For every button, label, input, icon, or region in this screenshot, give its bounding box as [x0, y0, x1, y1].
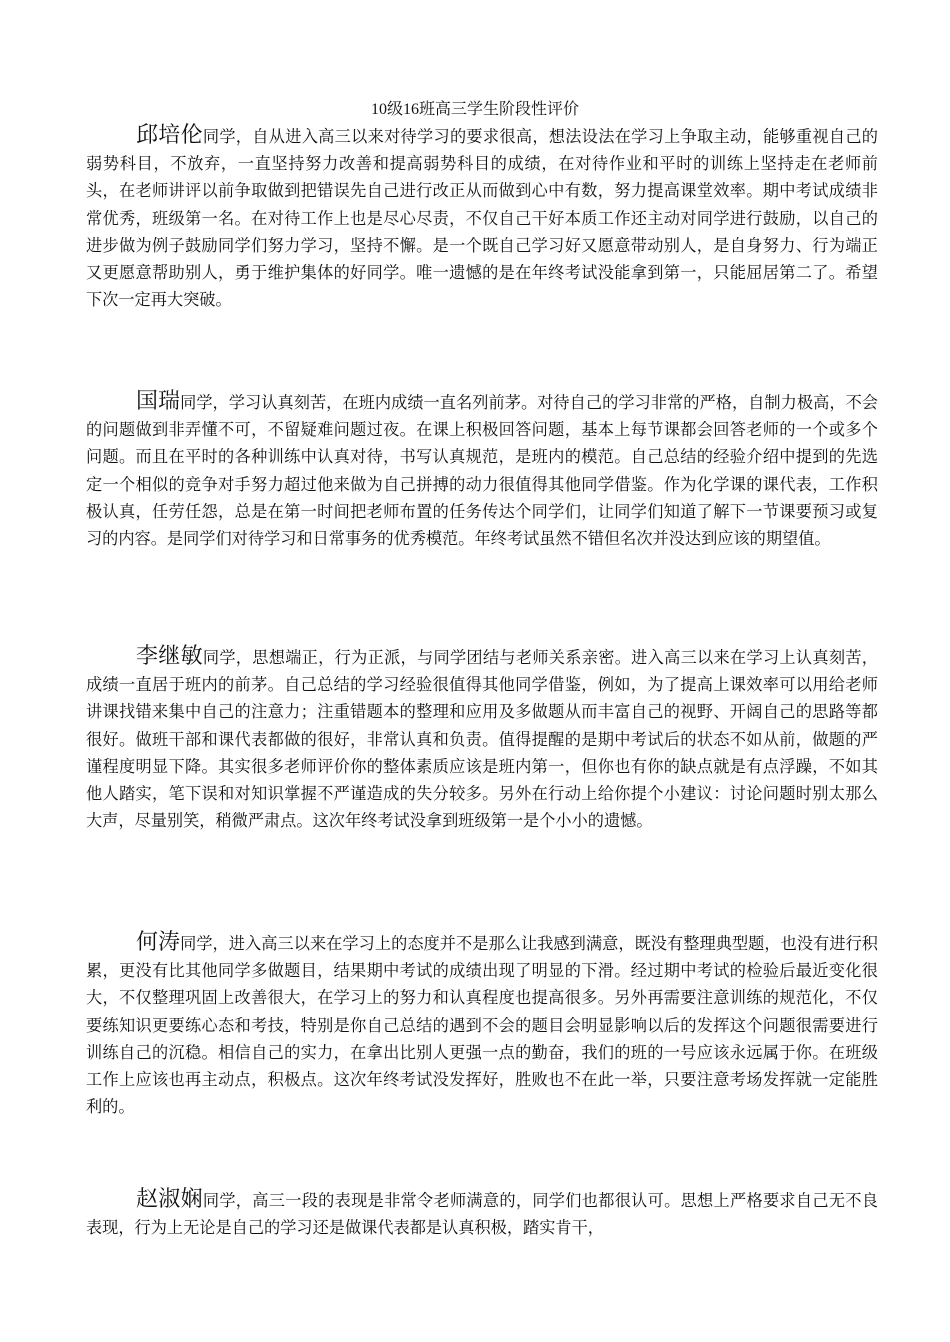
evaluation-text: 同学，学习认真刻苦，在班内成绩一直名列前茅。对待自己的学习非常的严格，自制力极高，不会的问题做到非弄懂不可，不留疑难问题过夜。在课上积极回答问题，基本上每节课都会回答老师的一个或多个问题。而且在平时的各种训练中认真对待，书写认真规范，是班内的模范。自己总结的经验介绍中提到的先选定一个相似的竞争对手努力超过他来做为自己拼搏的动力很值得其他同学借鉴。作为化学课的课代表，工作积极认真，任劳任怨，总是在第一时间把老师布置的任务传达个同学们，让同学们知道了解下一节课要预习或复习的内容。是同学们对待学习和日常事务的优秀模范。年终考试虽然不错但名次并没达到应该的期望值。 [86, 393, 878, 549]
student-name: 何涛 [136, 930, 181, 955]
evaluation-paragraph [86, 388, 878, 552]
student-name: 邱培伦 [136, 123, 203, 148]
evaluation-paragraph [86, 643, 878, 834]
evaluation-paragraph [86, 1186, 878, 1241]
student-name: 国瑞 [136, 389, 181, 414]
document-title: 10级16班高三学生阶段性评价 [370, 101, 579, 118]
evaluation-text: 同学，自从进入高三以来对待学习的要求很高，想法设法在学习上争取主动，能够重视自己的弱势科目，不放弃，一直坚持努力改善和提高弱势科目的成绩，在对待作业和平时的训练上坚持走在老师前头，在老师讲评以前争取做到把错误先自己进行改正从而做到心中有数，努力提高课堂效率。期中考试成绩非常优秀，班级第一名。在对待工作上也是尽心尽责，不仅自己干好本质工作还主动对同学进行鼓励，以自己的进步做为例子鼓励同学们努力学习，坚持不懈。是一个既自己学习好又愿意带动别人，是自身努力、行为端正又更愿意帮助别人，勇于维护集体的好同学。唯一遗憾的是在年终考试没能拿到第一，只能屈居第二了。希望下次一定再大突破。 [86, 127, 878, 310]
student-name: 李继敏 [136, 644, 203, 669]
evaluation-text: 同学，思想端正，行为正派，与同学团结与老师关系亲密。进入高三以来在学习上认真刻苦，成绩一直居于班内的前茅。自己总结的学习经验很值得其他同学借鉴，例如，为了提高上课效率可以用给老师讲课找错来集中自己的注意力；注重错题本的整理和应用及多做题从而丰富自己的视野、开阔自己的思路等都很好。做班干部和课代表都做的很好，非常认真和负责。值得提醒的是期中考试后的状态不如从前，做题的严谨程度明显下降。其实很多老师评价你的整体素质应该是班内第一，但你也有你的缺点就是有点浮躁，不如其他人踏实，笔下误和对知识掌握不严谨造成的失分较多。另外在行动上给你提个小建议：讨论问题时别太那么大声，尽量别笑，稍微严肃点。这次年终考试没拿到班级第一是个小小的遗憾。 [86, 648, 878, 831]
evaluation-text: 同学，高三一段的表现是非常令老师满意的，同学们也都很认可。思想上严格要求自己无不良表现，行为上无论是自己的学习还是做课代表都是认真积极，踏实肯干， [86, 1191, 878, 1238]
evaluation-paragraph [86, 929, 878, 1120]
evaluation-paragraph [86, 122, 878, 313]
student-name: 赵淑娴 [136, 1187, 203, 1212]
evaluation-text: 同学，进入高三以来在学习上的态度并不是那么让我感到满意，既没有整理典型题，也没有进行积累，更没有比其他同学多做题目，结果期中考试的成绩出现了明显的下滑。经过期中考试的检验后最近变化很大，不仅整理巩固上改善很大，在学习上的努力和认真程度也提高很多。另外再需要注意训练的规范化，不仅要练知识更要练心态和考技，特别是你自己总结的遇到不会的题目会明显影响以后的发挥这个问题很需要进行训练自己的沉稳。相信自己的实力，在拿出比别人更强一点的勤奋，我们的班的一号应该永远属于你。在班级工作上应该也再主动点，积极点。这次年终考试没发挥好，胜败也不在此一举，只要注意考场发挥就一定能胜利的。 [86, 934, 878, 1117]
